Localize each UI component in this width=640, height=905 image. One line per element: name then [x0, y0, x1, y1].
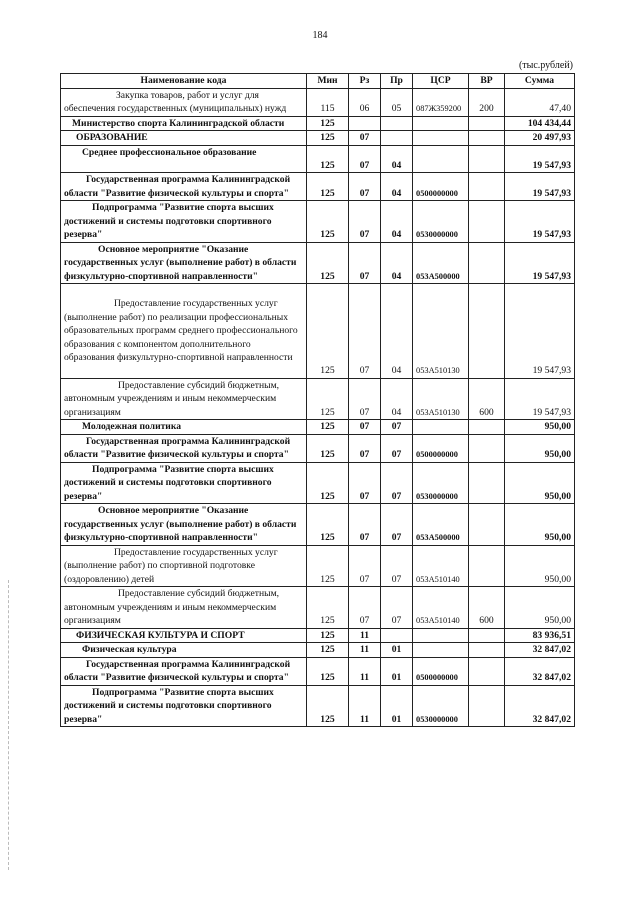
cell-csr: 053А510140 [413, 587, 469, 629]
cell-sum: 32 847,02 [505, 643, 575, 658]
cell-sum: 32 847,02 [505, 657, 575, 685]
cell-vr [469, 420, 505, 435]
cell-name: ФИЗИЧЕСКАЯ КУЛЬТУРА И СПОРТ [61, 628, 307, 643]
cell-pr: 01 [381, 643, 413, 658]
table-row [61, 643, 575, 658]
cell-csr: 053А510130 [413, 284, 469, 379]
table-row [61, 145, 575, 173]
cell-vr: 200 [469, 88, 505, 116]
table-row [61, 131, 575, 146]
cell-name: Физическая культура [61, 643, 307, 658]
cell-name: Молодежная политика [61, 420, 307, 435]
col-header-sum: Сумма [505, 74, 575, 89]
cell-sum: 950,00 [505, 545, 575, 587]
cell-sum: 950,00 [505, 504, 575, 546]
cell-min: 125 [307, 628, 349, 643]
cell-vr [469, 462, 505, 504]
cell-sum: 32 847,02 [505, 685, 575, 727]
cell-sum: 20 497,93 [505, 131, 575, 146]
cell-min: 125 [307, 685, 349, 727]
cell-pr [381, 628, 413, 643]
cell-vr [469, 628, 505, 643]
cell-pr: 04 [381, 378, 413, 420]
cell-sum: 104 434,44 [505, 116, 575, 131]
cell-csr: 0500000000 [413, 434, 469, 462]
cell-rz: 07 [349, 434, 381, 462]
col-header-min: Мин [307, 74, 349, 89]
cell-pr: 04 [381, 284, 413, 379]
table-row [61, 685, 575, 727]
cell-pr: 07 [381, 420, 413, 435]
cell-sum: 950,00 [505, 434, 575, 462]
col-header-vr: ВР [469, 74, 505, 89]
scan-edge-mark [8, 580, 10, 870]
cell-name: Министерство спорта Калининградской области [61, 116, 307, 131]
table-row [61, 420, 575, 435]
cell-min: 125 [307, 145, 349, 173]
cell-min: 125 [307, 504, 349, 546]
cell-min: 115 [307, 88, 349, 116]
units-label: (тыс.рублей) [518, 60, 573, 71]
cell-name: Основное мероприятие "Оказание государственных услуг (выполнение работ) в области физкультурно-спортивной направленности" [61, 242, 307, 284]
cell-csr [413, 643, 469, 658]
cell-rz: 07 [349, 420, 381, 435]
cell-csr: 053А500000 [413, 242, 469, 284]
cell-csr: 053А500000 [413, 504, 469, 546]
table-row [61, 88, 575, 116]
cell-min: 125 [307, 173, 349, 201]
cell-sum: 19 547,93 [505, 145, 575, 173]
cell-rz: 07 [349, 173, 381, 201]
cell-csr: 0530000000 [413, 462, 469, 504]
col-header-pr: Пр [381, 74, 413, 89]
cell-min: 125 [307, 545, 349, 587]
table-row [61, 284, 575, 379]
cell-min: 125 [307, 284, 349, 379]
page-number: 184 [312, 30, 328, 41]
cell-pr: 05 [381, 88, 413, 116]
cell-pr [381, 116, 413, 131]
table-row [61, 116, 575, 131]
cell-rz: 07 [349, 462, 381, 504]
cell-rz: 06 [349, 88, 381, 116]
cell-sum: 47,40 [505, 88, 575, 116]
cell-vr [469, 173, 505, 201]
cell-sum: 950,00 [505, 462, 575, 504]
cell-pr: 07 [381, 545, 413, 587]
cell-sum: 19 547,93 [505, 378, 575, 420]
cell-rz: 07 [349, 545, 381, 587]
cell-pr: 04 [381, 145, 413, 173]
cell-sum: 950,00 [505, 420, 575, 435]
cell-min: 125 [307, 420, 349, 435]
cell-vr [469, 116, 505, 131]
table-row [61, 504, 575, 546]
cell-csr [413, 420, 469, 435]
cell-csr [413, 628, 469, 643]
cell-name: Государственная программа Калининградской области "Развитие физической культуры и спорта" [61, 173, 307, 201]
col-header-name: Наименование кода [61, 74, 307, 89]
cell-csr: 0530000000 [413, 685, 469, 727]
table-row [61, 545, 575, 587]
cell-name: ОБРАЗОВАНИЕ [61, 131, 307, 146]
cell-rz: 11 [349, 657, 381, 685]
cell-csr: 087Ж359200 [413, 88, 469, 116]
cell-name: Основное мероприятие "Оказание государственных услуг (выполнение работ) в области физкультурно-спортивной направленности" [61, 504, 307, 546]
cell-csr: 0530000000 [413, 201, 469, 243]
cell-rz: 07 [349, 284, 381, 379]
cell-csr: 0500000000 [413, 657, 469, 685]
cell-min: 125 [307, 587, 349, 629]
table-body [61, 88, 575, 727]
cell-vr [469, 657, 505, 685]
cell-name: Предоставление субсидий бюджетным, автономным учреждениям и иным некоммерческим организациям [61, 378, 307, 420]
col-header-rz: Рз [349, 74, 381, 89]
cell-csr [413, 145, 469, 173]
cell-name: Предоставление субсидий бюджетным, автономным учреждениям и иным некоммерческим организациям [61, 587, 307, 629]
table-row [61, 201, 575, 243]
cell-min: 125 [307, 434, 349, 462]
cell-vr [469, 242, 505, 284]
cell-min: 125 [307, 131, 349, 146]
cell-name: Подпрограмма "Развитие спорта высших достижений и системы подготовки спортивного резерва" [61, 685, 307, 727]
table-row [61, 657, 575, 685]
cell-rz [349, 116, 381, 131]
table-row [61, 628, 575, 643]
cell-rz: 07 [349, 504, 381, 546]
cell-name: Государственная программа Калининградской области "Развитие физической культуры и спорта" [61, 657, 307, 685]
table-row [61, 587, 575, 629]
col-header-csr: ЦСР [413, 74, 469, 89]
cell-name: Государственная программа Калининградской области "Развитие физической культуры и спорта" [61, 434, 307, 462]
cell-csr [413, 131, 469, 146]
cell-min: 125 [307, 242, 349, 284]
cell-vr [469, 145, 505, 173]
cell-pr: 07 [381, 504, 413, 546]
cell-vr: 600 [469, 378, 505, 420]
cell-vr [469, 643, 505, 658]
cell-csr: 0500000000 [413, 173, 469, 201]
cell-rz: 07 [349, 145, 381, 173]
cell-rz: 07 [349, 587, 381, 629]
table-header-row [61, 74, 575, 89]
cell-vr [469, 284, 505, 379]
cell-vr [469, 545, 505, 587]
cell-rz: 11 [349, 685, 381, 727]
cell-pr: 04 [381, 173, 413, 201]
table-row [61, 173, 575, 201]
cell-sum: 19 547,93 [505, 242, 575, 284]
budget-table [60, 73, 575, 727]
cell-name: Среднее профессиональное образование [61, 145, 307, 173]
cell-rz: 07 [349, 378, 381, 420]
cell-min: 125 [307, 201, 349, 243]
cell-csr: 053А510140 [413, 545, 469, 587]
cell-vr [469, 434, 505, 462]
cell-csr: 053А510130 [413, 378, 469, 420]
cell-min: 125 [307, 462, 349, 504]
cell-min: 125 [307, 657, 349, 685]
table-row [61, 378, 575, 420]
cell-name: Подпрограмма "Развитие спорта высших достижений и системы подготовки спортивного резерва" [61, 462, 307, 504]
cell-csr [413, 116, 469, 131]
table-row [61, 462, 575, 504]
cell-sum: 19 547,93 [505, 201, 575, 243]
cell-sum: 19 547,93 [505, 173, 575, 201]
cell-rz: 11 [349, 628, 381, 643]
cell-name: Закупка товаров, работ и услуг для обеспечения государственных (муниципальных) нужд [61, 88, 307, 116]
cell-rz: 07 [349, 201, 381, 243]
cell-min: 125 [307, 378, 349, 420]
cell-rz: 11 [349, 643, 381, 658]
cell-vr [469, 504, 505, 546]
cell-rz: 07 [349, 131, 381, 146]
cell-pr: 04 [381, 242, 413, 284]
cell-sum: 950,00 [505, 587, 575, 629]
cell-pr [381, 131, 413, 146]
cell-name: Предоставление государственных услуг (выполнение работ) по реализации профессиональных образовательных программ среднего профессионального образования с компонентом дополнительного образования физкультурно-спортивной направленности [61, 284, 307, 379]
cell-pr: 07 [381, 434, 413, 462]
cell-name: Подпрограмма "Развитие спорта высших достижений и системы подготовки спортивного резерва" [61, 201, 307, 243]
cell-min: 125 [307, 116, 349, 131]
cell-vr [469, 201, 505, 243]
cell-pr: 01 [381, 657, 413, 685]
cell-vr: 600 [469, 587, 505, 629]
cell-vr [469, 685, 505, 727]
cell-vr [469, 131, 505, 146]
cell-pr: 04 [381, 201, 413, 243]
cell-sum: 83 936,51 [505, 628, 575, 643]
table-row [61, 242, 575, 284]
cell-pr: 01 [381, 685, 413, 727]
cell-name: Предоставление государственных услуг (выполнение работ) по спортивной подготовке (оздоровлению) детей [61, 545, 307, 587]
cell-pr: 07 [381, 587, 413, 629]
cell-sum: 19 547,93 [505, 284, 575, 379]
cell-rz: 07 [349, 242, 381, 284]
table-row [61, 434, 575, 462]
cell-min: 125 [307, 643, 349, 658]
cell-pr: 07 [381, 462, 413, 504]
